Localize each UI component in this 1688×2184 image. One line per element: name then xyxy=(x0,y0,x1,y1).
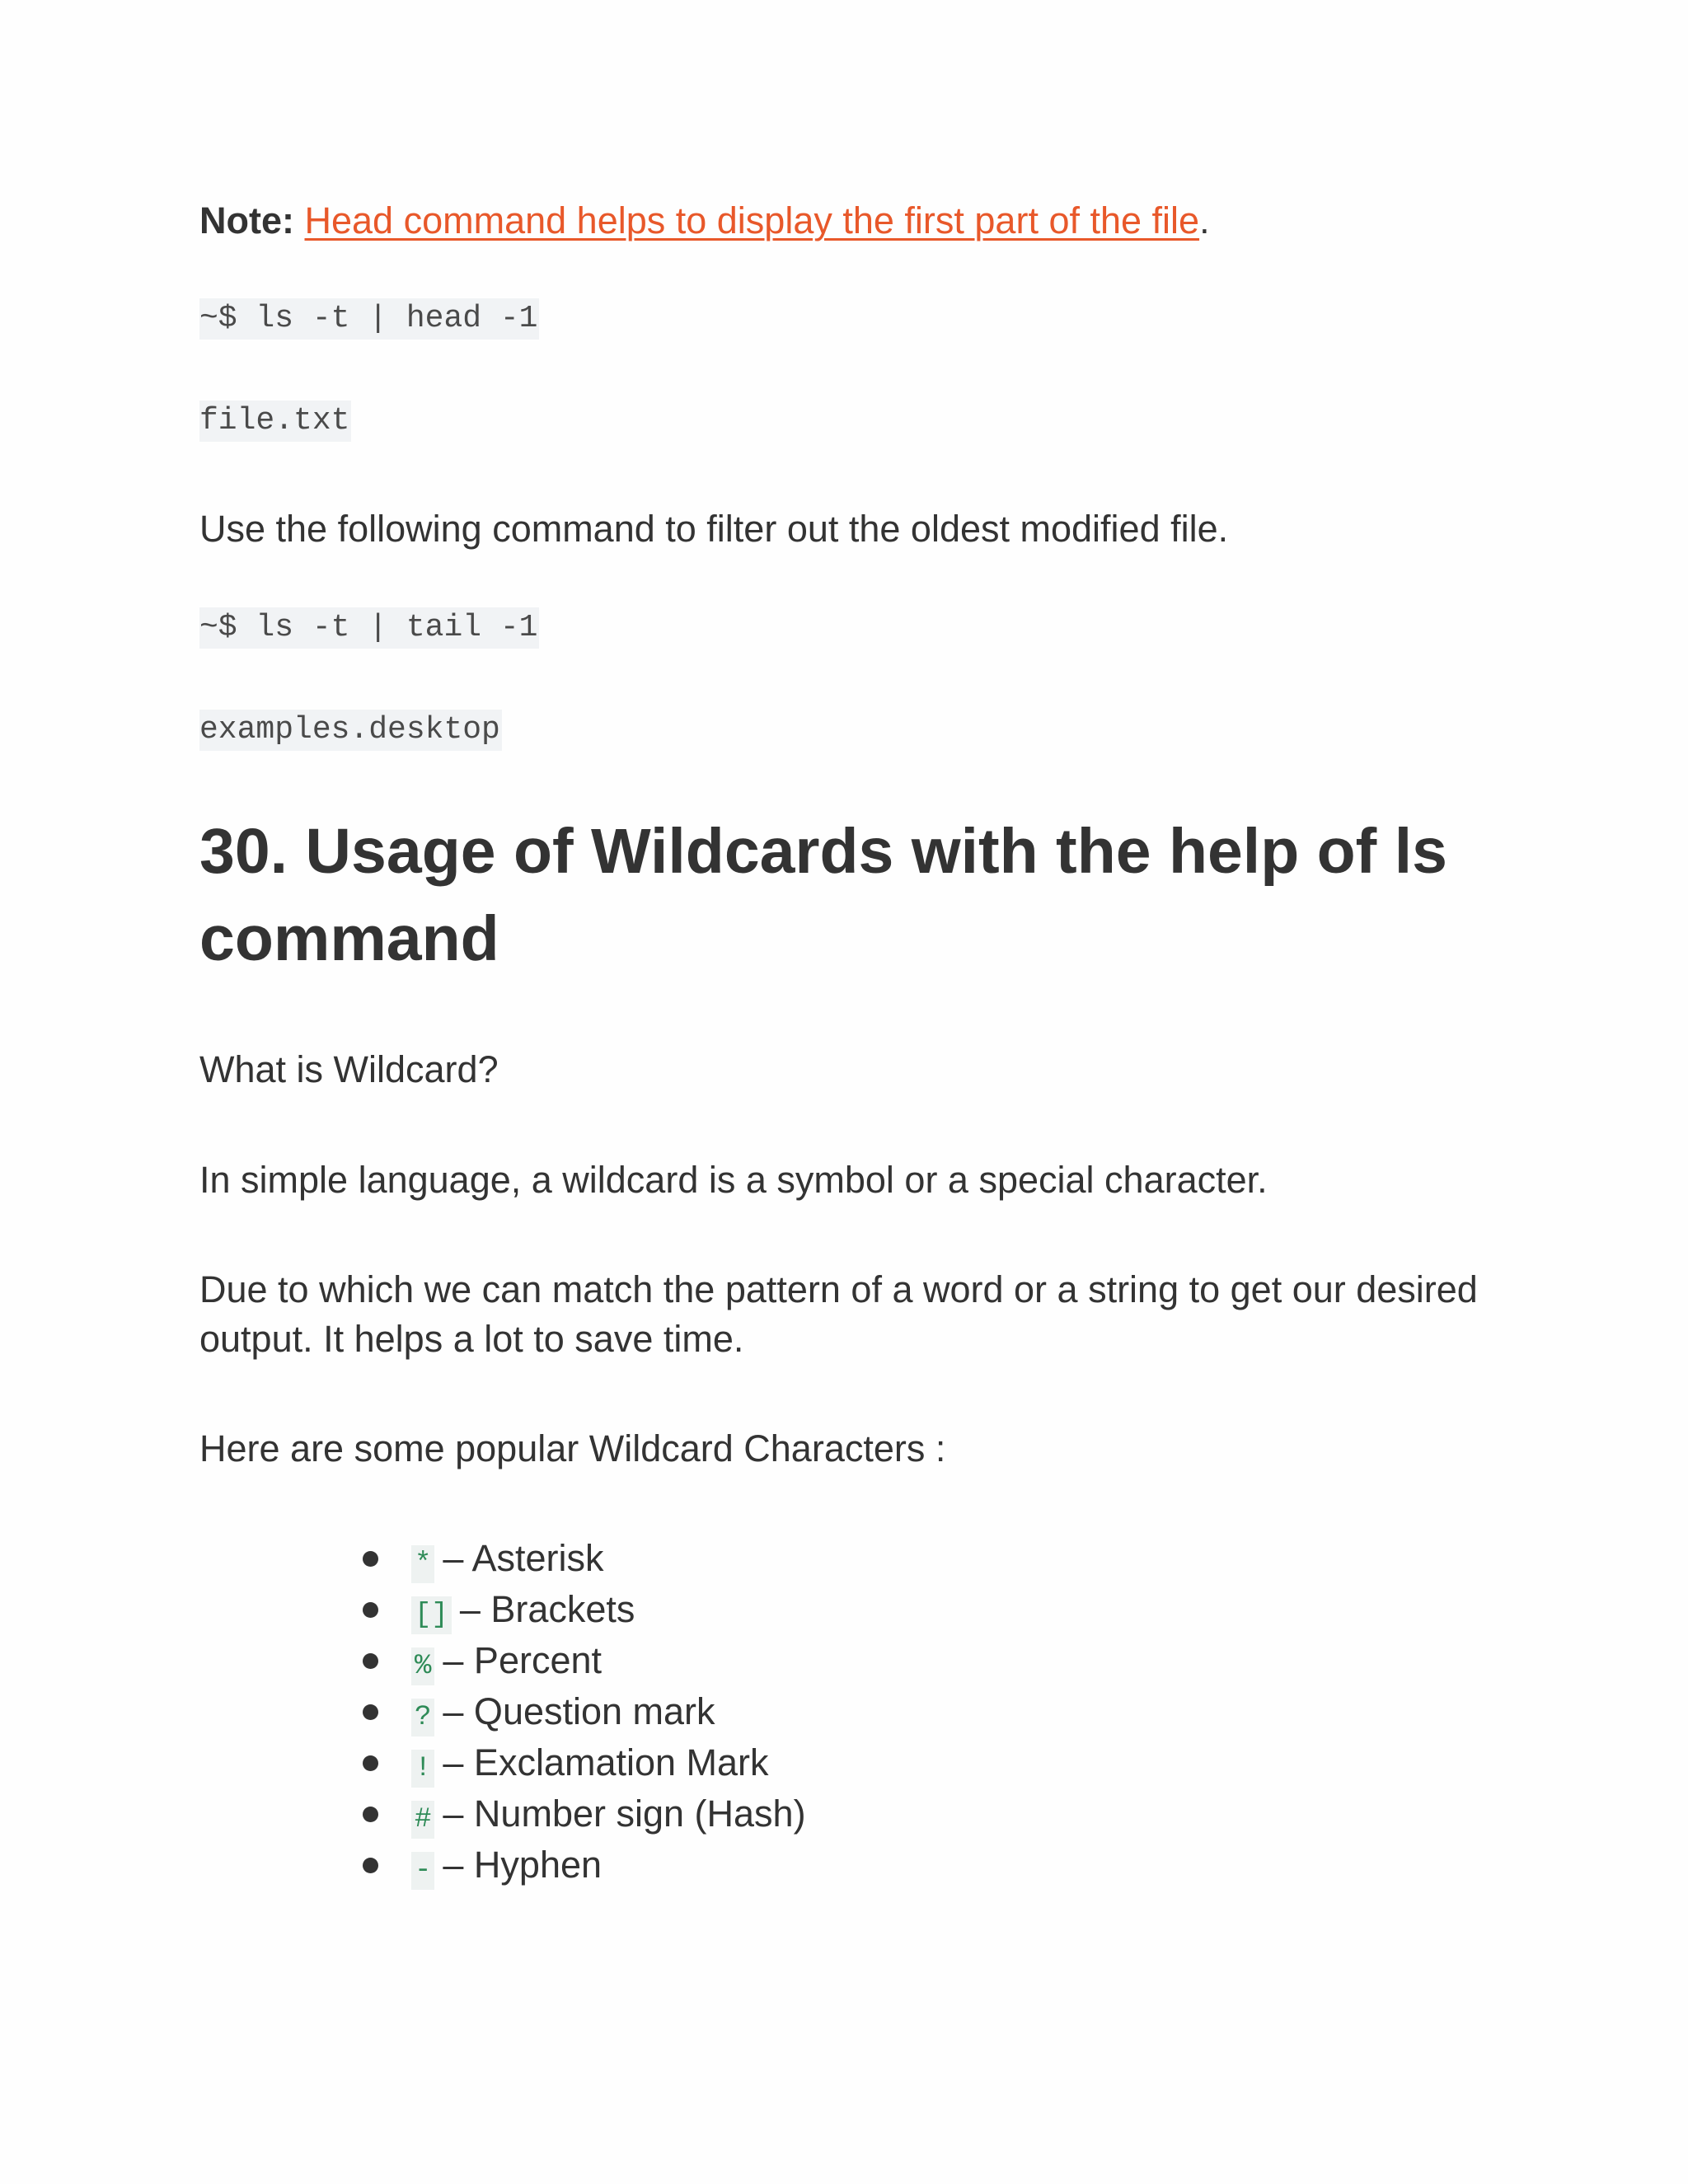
pattern-match-paragraph: Due to which we can match the pattern of a word or a string to get our desired output. It helps a lot to save time. xyxy=(199,1268,1478,1360)
bullet-icon xyxy=(363,1858,378,1873)
bullet-icon xyxy=(363,1755,378,1771)
list-item xyxy=(199,1635,806,1686)
head-output-code: file.txt xyxy=(199,401,351,442)
wildcard-label: – Hyphen xyxy=(443,1844,603,1886)
wildcard-symbol: # xyxy=(411,1801,434,1839)
head-command-code: ~$ ls -t | head -1 xyxy=(199,298,539,340)
wildcard-label: – Exclamation Mark xyxy=(443,1741,769,1783)
list-item xyxy=(199,1737,806,1788)
bullet-icon xyxy=(363,1602,378,1618)
wildcard-label: – Percent xyxy=(443,1639,603,1681)
bullet-icon xyxy=(363,1704,378,1720)
note-trailing: . xyxy=(1199,199,1210,241)
wildcard-label: – Number sign (Hash) xyxy=(443,1793,806,1835)
bullet-icon xyxy=(363,1807,378,1822)
what-is-wildcard-paragraph: What is Wildcard? xyxy=(199,1048,499,1090)
tail-command-code: ~$ ls -t | tail -1 xyxy=(199,607,539,649)
bullet-icon xyxy=(363,1653,378,1669)
popular-wildcards-paragraph: Here are some popular Wildcard Characters : xyxy=(199,1427,946,1469)
wildcard-list xyxy=(199,1533,806,1891)
bullet-icon xyxy=(363,1551,378,1567)
note-label: Note: xyxy=(199,199,294,241)
wildcard-symbol: ? xyxy=(411,1699,434,1736)
note-line xyxy=(199,194,1210,247)
wildcard-label: – Brackets xyxy=(459,1588,635,1630)
list-item xyxy=(199,1584,806,1635)
wildcard-label: – Question mark xyxy=(443,1690,715,1732)
wildcard-symbol: ! xyxy=(411,1750,434,1788)
head-command-link[interactable]: Head command helps to display the first part of the file xyxy=(304,199,1200,241)
section-heading: 30. Usage of Wildcards with the help of ls command xyxy=(199,816,1447,974)
tail-output-code: examples.desktop xyxy=(199,710,502,751)
wildcard-symbol: - xyxy=(411,1852,434,1890)
wildcard-label: – Asterisk xyxy=(443,1537,604,1579)
list-item xyxy=(199,1840,806,1891)
wildcard-symbol: [] xyxy=(411,1596,452,1634)
wildcard-symbol: * xyxy=(411,1545,434,1583)
oldest-file-paragraph: Use the following command to filter out the oldest modified file. xyxy=(199,508,1229,550)
simple-language-paragraph: In simple language, a wildcard is a symbol or a special character. xyxy=(199,1159,1268,1201)
wildcard-symbol: % xyxy=(411,1647,434,1685)
list-item xyxy=(199,1533,806,1584)
list-item xyxy=(199,1788,806,1840)
list-item xyxy=(199,1686,806,1737)
